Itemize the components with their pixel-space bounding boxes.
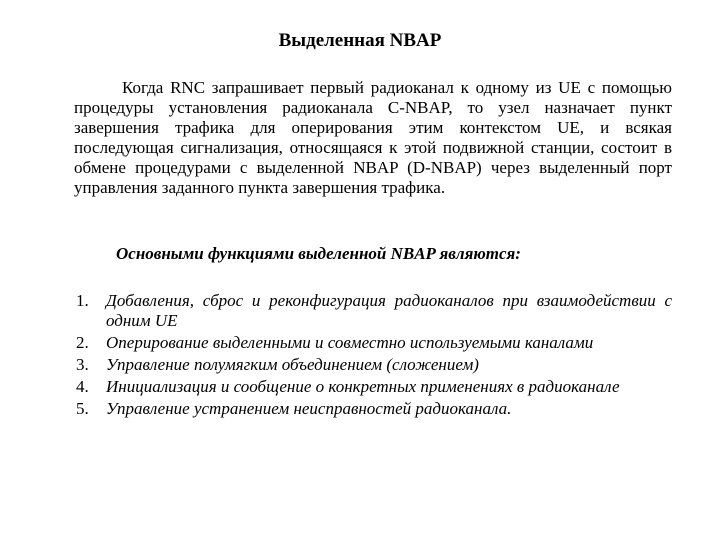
list-item-number: 5. bbox=[76, 399, 89, 418]
functions-subheading: Основными функциями выделенной NBAP являются: bbox=[116, 244, 521, 263]
list-item-text: Добавления, сброс и реконфигурация радиоканалов при взаимодействии с одним UE bbox=[106, 291, 672, 330]
list-item-text: Оперирование выделенными и совместно используемыми каналами bbox=[106, 333, 594, 352]
intro-paragraph: Когда RNC запрашивает первый радиоканал к одному из UE с помощью процедуры установления радиоканала C-NBAP, то узел назначает пункт завершения трафика для оперирования этим контекстом UE, и всякая последующая сигнализация, относящаяся к этой подвижной станции, состоит в обмене процедурами с выделенной NBAP (D-NBAP) через выделенный порт управления заданного пункта завершения трафика. bbox=[74, 78, 672, 197]
list-item-number: 1. bbox=[76, 291, 89, 310]
list-item-text: Управление устранением неисправностей радиоканала. bbox=[106, 399, 512, 418]
slide-title: Выделенная NBAP bbox=[278, 30, 442, 51]
list-item bbox=[72, 333, 672, 353]
list-item bbox=[72, 399, 672, 419]
list-item-number: 2. bbox=[76, 333, 89, 352]
list-item-number: 3. bbox=[76, 355, 89, 374]
list-item bbox=[72, 355, 672, 375]
list-item bbox=[72, 377, 672, 397]
list-item-text: Инициализация и сообщение о конкретных применениях в радиоканале bbox=[106, 377, 620, 396]
list-item-number: 4. bbox=[76, 377, 89, 396]
list-item bbox=[72, 291, 672, 331]
list-item-text: Управление полумягким объединением (сложением) bbox=[106, 355, 479, 374]
functions-list bbox=[72, 291, 672, 421]
